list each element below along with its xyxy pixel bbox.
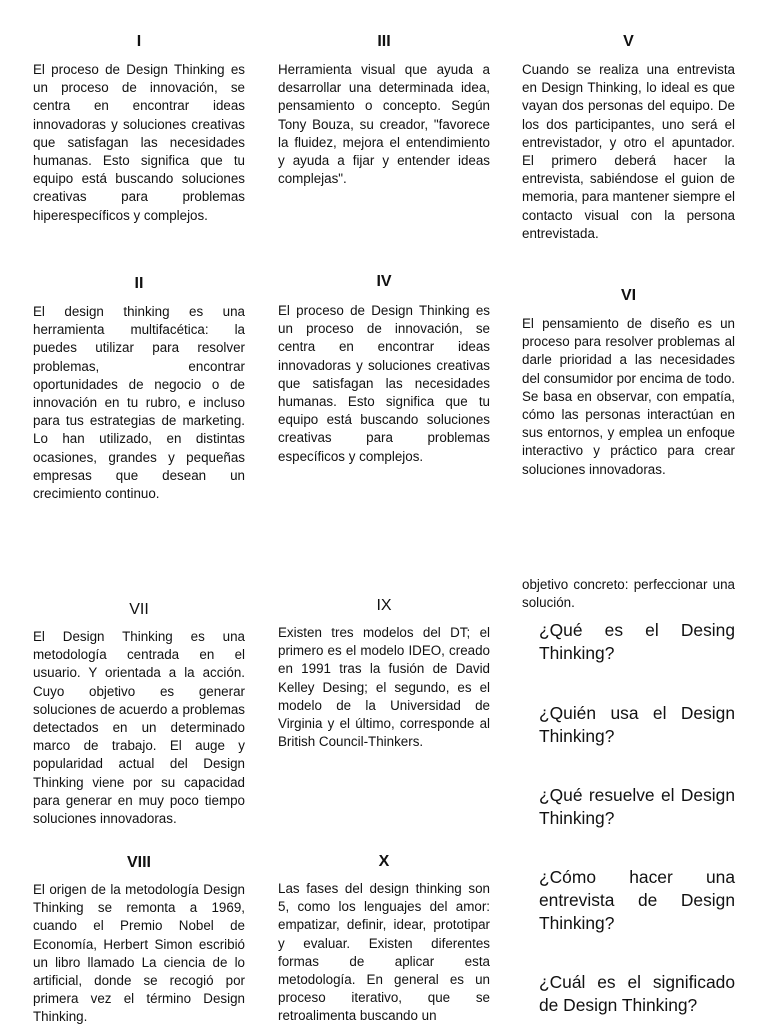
- section-text: Las fases del design thinking son 5, como los lenguajes del amor: empatizar, definir, idear, prototipar y evaluar. Existen diferentes formas de aplicar esta metodología. En general es un proceso iterativo, que se retroalimenta buscando un: [278, 881, 490, 1024]
- section-numeral: II: [134, 275, 144, 292]
- section-numeral: X: [378, 853, 390, 870]
- section-numeral: VI: [620, 287, 637, 304]
- section-text: El proceso de Design Thinking es un proceso de innovación, se centra en encontrar ideas innovadoras y soluciones creativas que satisfagan las necesidades humanas. Esto significa que tu equipo está buscando soluciones creativas para problemas hiperespecíficos y complejos.: [33, 62, 245, 223]
- question-item: ¿Cuál es el significado de Design Thinking?: [539, 972, 735, 1015]
- continuation-text: objetivo concreto: perfeccionar una solución.: [522, 577, 735, 611]
- question-item: ¿Qué es el Desing Thinking?: [539, 620, 735, 663]
- question-item: ¿Qué resuelve el Design Thinking?: [539, 785, 735, 828]
- section-text: Existen tres modelos del DT; el primero es el modelo IDEO, creado en 1991 tras la fusión de David Kelley Desing; el segundo, es el modelo de la Universidad de Virginia y el último, corresponde al British Council-Thinkers.: [278, 625, 490, 750]
- section-text: El design thinking es una herramienta multifacética: la puedes utilizar para resolver problemas, encontrar oportunidades de negocio o de innovación en tu rubro, e incluso para tus estrategias de marketing. Lo han utilizado, en distintas ocasiones, grandes y pequeñas empresas que desean un crecimiento continuo.: [33, 304, 245, 502]
- question-item: ¿Cómo hacer una entrevista de Design Thinking?: [539, 867, 735, 933]
- section-text: Cuando se realiza una entrevista en Design Thinking, lo ideal es que vayan dos personas del equipo. De los dos participantes, uno será el entrevistador, y otro el apuntador. El primero deberá hacer la entrevista, sabiéndose el guion de memoria, para mantener siempre el contacto visual con la persona entrevistada.: [522, 62, 735, 241]
- section-text: El pensamiento de diseño es un proceso para resolver problemas al darle prioridad a las necesidades del consumidor por encima de todo. Se basa en observar, con empatía, cómo las personas interactúan en sus entornos, y emplea un enfoque interactivo y práctico para crear soluciones innovadoras.: [522, 316, 735, 477]
- section-numeral: V: [623, 33, 634, 50]
- section-numeral: III: [377, 33, 391, 50]
- section-text: El proceso de Design Thinking es un proceso de innovación, se centra en encontrar ideas innovadoras y soluciones creativas que satisfagan las necesidades humanas. Esto significa que tu equipo está buscando soluciones creativas para problemas específicos y complejos.: [278, 303, 490, 464]
- section-numeral: VIII: [126, 854, 151, 871]
- section-numeral: IX: [376, 597, 392, 614]
- section-text: El origen de la metodología Design Thinking se remonta a 1969, cuando el Premio Nobel de Economía, Herbert Simon escribió un libro llamado La ciencia de lo artificial, donde se recogió por primera vez el término Design Thinking.: [33, 882, 245, 1025]
- section-text: El Design Thinking es una metodología centrada en el usuario. Y orientada a la acción. Cuyo objetivo es generar soluciones de acuerdo a problemas detectados en un determinado marco de trabajo. El auge y popularidad actual del Design Thinking viene por su capacidad para generar en muy poco tiempo soluciones innovadoras.: [33, 629, 245, 827]
- question-item: ¿Quién usa el Design Thinking?: [539, 703, 735, 746]
- section-text: Herramienta visual que ayuda a desarrollar una determinada idea, pensamiento o concepto. Según Tony Bouza, su creador, "favorece la fluidez, mejora el entendimiento y ayuda a fijar y entender ideas complejas".: [278, 62, 490, 187]
- section-numeral: I: [136, 33, 142, 50]
- section-numeral: IV: [376, 273, 392, 290]
- section-numeral: VII: [129, 601, 149, 618]
